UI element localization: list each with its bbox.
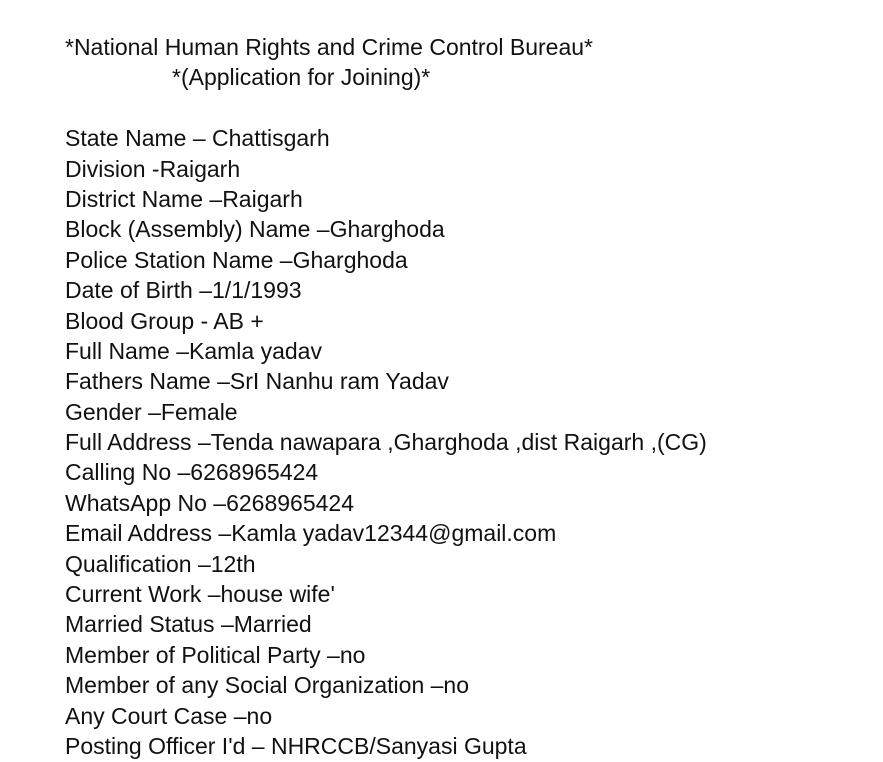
field-line: Block (Assembly) Name –Gharghoda [65,216,445,243]
field-line: Fathers Name –SrI Nanhu ram Yadav [65,368,449,395]
field-line: Police Station Name –Gharghoda [65,246,408,273]
field-line: Current Work –house wife' [65,581,335,608]
field-line: Email Address –Kamla yadav12344@gmail.com [65,520,557,547]
field-line: Gender –Female [65,398,238,425]
document-subtitle: *(Application for Joining)* [172,64,431,91]
spacer [65,93,707,123]
field-line: Member of Political Party –no [65,641,366,668]
field-line: Blood Group - AB + [65,307,264,334]
field-line: Division -Raigarh [65,155,241,182]
field-line: Calling No –6268965424 [65,459,319,486]
field-line: Full Address –Tenda nawapara ,Gharghoda ,dist Raigarh ,(CG) [65,429,707,456]
field-line: Date of Birth –1/1/1993 [65,277,302,304]
field-line: Any Court Case –no [65,702,273,729]
field-list [65,123,707,761]
field-line: WhatsApp No –6268965424 [65,489,354,516]
application-document [65,32,707,761]
field-line: Member of any Social Organization –no [65,672,469,699]
field-line: State Name – Chattisgarh [65,125,330,152]
field-line: Qualification –12th [65,550,256,577]
document-title: *National Human Rights and Crime Control Bureau* [65,34,593,60]
field-line: District Name –Raigarh [65,185,303,212]
field-line: Posting Officer I'd – NHRCCB/Sanyasi Gupta [65,732,527,759]
field-line: Full Name –Kamla yadav [65,337,322,364]
field-line: Married Status –Married [65,611,312,638]
